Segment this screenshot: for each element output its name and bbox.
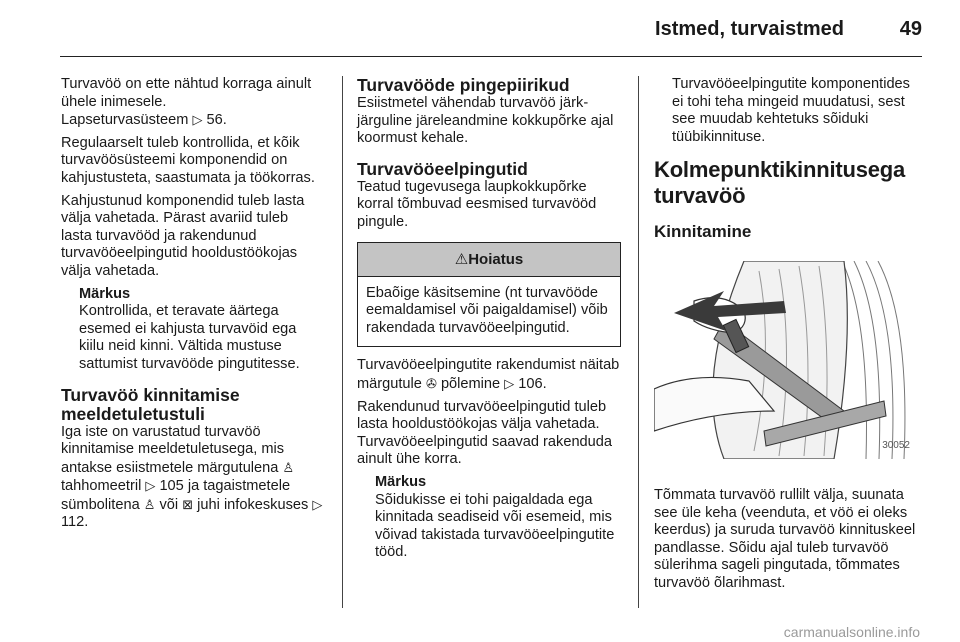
note-title: Märkus [375, 473, 427, 490]
reference-arrow-icon: ▷ [312, 496, 323, 512]
paragraph-one-person: Turvavöö on ette nähtud korraga ainult ühele inimesele. Lapseturvasüsteem ▷ 56. [61, 76, 312, 129]
paragraph-limiters: Esiistmetel vähendab turvavöö järk-järguline järeleandmine kokkupõrke ajal koormust kehale. [357, 95, 614, 147]
paragraph-modifications: Turvavööeelpingutite komponentides ei tohi teha mingeid muudatusi, sest see muudab kehtetuks sõiduki tüübikinnituse. [672, 76, 910, 145]
warning-header: ⚠Hoiatus [358, 243, 620, 277]
page-header [60, 0, 922, 46]
heading-limiters: Turvavööde pingepiirikud [357, 75, 570, 95]
header-divider [60, 56, 922, 57]
image-code: 30052 [882, 440, 910, 452]
heading-fastening: Kinnitamine [654, 222, 752, 242]
column-divider-2 [638, 76, 639, 608]
column-1 [61, 76, 323, 537]
heading-three-point: Kolmepunktikinnitusega turvavöö [654, 157, 906, 209]
rear-seat-icon: ⊠ [182, 496, 194, 512]
paragraph-check: Regulaarselt tuleb kontrollida, et kõik turvavöösüsteemi komponendid on kahjustusteta, saastumata ja töökorras. [61, 134, 315, 186]
note-block [357, 474, 623, 562]
column-3 [654, 76, 924, 598]
seatbelt-illustration [654, 261, 916, 459]
paragraph-deploy: Turvavööeelpingutite rakendumist näitab märgutule ✇ põlemine ▷ 106. [357, 357, 620, 392]
warning-text: Ebaõige käsitsemine (nt turvavööde eemaldamisel või paigaldamisel) võib rakendada turvavööeelpingutid. [366, 284, 608, 336]
paragraph-reminder: Iga iste on varustatud turvavöö kinnitamise meeldetuletusega, mis antakse esiistmetele märgutulena ♙ tahhomeetril ▷ 105 ja tagaistmetele sümbolitena ♙ või ⊠ juhi infokeskuses ▷ 112. [61, 423, 323, 531]
warning-icon: ⚠ [454, 250, 469, 268]
reference-arrow-icon: ▷ [192, 112, 203, 128]
airbag-icon: ✇ [425, 375, 437, 391]
heading-reminder: Turvavöö kinnitamise meeldetuletustuli [61, 384, 240, 424]
reference-arrow-icon: ▷ [504, 375, 515, 391]
note-title: Märkus [79, 285, 131, 302]
note-block [61, 286, 323, 374]
column-divider-1 [342, 76, 343, 608]
column-2 [357, 76, 623, 567]
page-ref-link[interactable]: 56. [206, 112, 227, 129]
note-text: Kontrollida, et teravate äärtega esemed ei kahjusta turvavöid ega kiilu neid kinni. Vältida mustuse sattumist turvavööde pingutitesse. [79, 303, 300, 372]
note-text: Sõidukisse ei tohi paigaldada ega kinnitada seadiseid või esemeid, mis võivad takistada turvavööeelpingutite tööd. [375, 491, 615, 561]
seatbelt-icon: ♙ [143, 496, 156, 512]
watermark: carmanualsonline.info [783, 624, 920, 640]
seatbelt-drawing [654, 261, 916, 459]
seatbelt-icon: ♙ [282, 459, 295, 475]
paragraph-replace: Rakendunud turvavööeelpingutid tuleb lasta hooldustöökojas välja vahetada. Turvavööeelpingutid saavad rakenduda ainult ühe korra. [357, 398, 613, 468]
warning-box [357, 242, 621, 348]
reference-arrow-icon: ▷ [145, 478, 156, 494]
paragraph-damaged: Kahjustunud komponendid tuleb lasta välja vahetada. Pärast avariid tuleb lasta turvavööd ja rakendunud turvavööeelpingutid hooldustöökojas välja vahetada. [61, 192, 305, 279]
paragraph-pretensioners: Teatud tugevusega laupkokkupõrke korral tõmbuvad eesmised turvavööd pingule. [357, 178, 597, 230]
page-number: 49 [899, 18, 922, 40]
paragraph-fasten: Tõmmata turvavöö rullilt välja, suunata see üle keha (veenduta, et vöö ei oleks keerdus) ja suruda turvavöö kinnituskeel pandlasse. Sõidu ajal tuleb turvavöö sülerihma sageli pingutada, tõmmates turvavöö õlarihmast. [654, 486, 916, 591]
heading-pretensioners: Turvavööeelpingutid [357, 158, 528, 179]
section-title: Istmed, turvaistmed [655, 18, 844, 40]
